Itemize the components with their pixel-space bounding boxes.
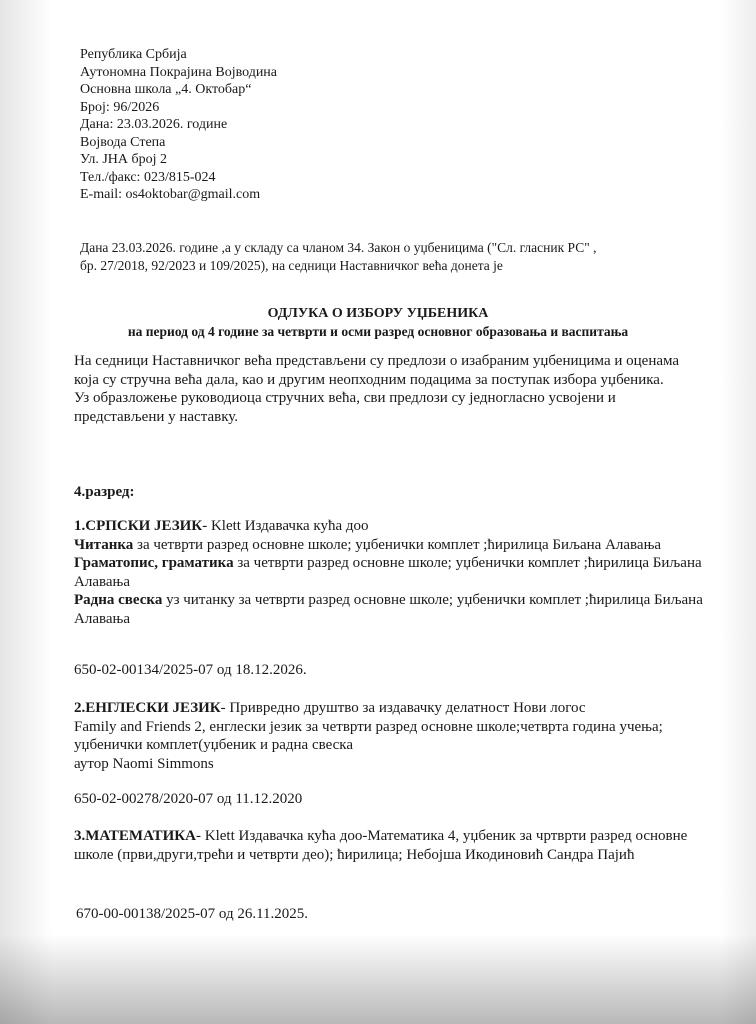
- letterhead-school: Основна школа „4. Октобар“: [80, 82, 252, 97]
- textbook-title: Читанка: [74, 536, 134, 553]
- textbook-item: [74, 554, 714, 591]
- section-publisher: - Klett Издавачка кућа доо: [202, 518, 369, 534]
- document-title: [0, 305, 756, 341]
- letterhead-date: Дана: 23.03.2026. године: [80, 117, 228, 132]
- textbook-description: Family and Friends 2, енглески језик за четврти разред основне школе;четврта година учења; уџбенички комплет(уџбеник и радна свеска: [74, 718, 663, 753]
- letterhead-city: Војвода Степа: [80, 134, 166, 150]
- textbook-item: [74, 536, 714, 555]
- decision-number-english: 650-02-00278/2020-07 од 11.12.2020: [74, 791, 303, 807]
- section-mathematics: [74, 827, 714, 864]
- decision-number-math: 670-00-00138/2025-07 од 26.11.2025.: [76, 906, 309, 922]
- textbook-description: за четврти разред основне школе; уџбенички комплет ;ћирилица Биљана Алавања: [74, 555, 702, 590]
- grade-label: 4.разред:: [74, 484, 135, 500]
- intro-paragraph: [80, 239, 700, 275]
- intro-line-1: Дана 23.03.2026. године ,а у складу са чланом 34. Закон о уџбеницима ("Сл. гласник РС" ,: [80, 240, 597, 255]
- textbook-title: Радна свеска: [74, 592, 163, 608]
- letterhead-number: Број: 96/2026: [80, 99, 160, 115]
- textbook-description: уз читанку за четврти разред основне школе; уџбенички комплет ;ћирилица Биљана Алавања: [74, 592, 703, 627]
- letterhead-country: Република Србија: [80, 47, 187, 62]
- letterhead-email: E-mail: os4oktobar@gmail.com: [80, 187, 261, 202]
- title-main: ОДЛУКА О ИЗБОРУ УЏБЕНИКА: [267, 306, 489, 321]
- decision-number-serbian: 650-02-00134/2025-07 од 18.12.2026.: [74, 662, 307, 678]
- letterhead: [80, 46, 277, 204]
- section-serbian-language: [74, 517, 714, 628]
- section-heading-line: [74, 699, 714, 718]
- section-heading-line: [74, 517, 714, 536]
- textbook-description: за четврти разред основне школе; уџбенички комплет ;ћирилица Биљана Алавања: [133, 536, 662, 553]
- letterhead-phone: Тел./факс: 023/815-024: [80, 169, 216, 185]
- textbook-author: аутор Naomi Simmons: [74, 755, 214, 772]
- intro-line-2: бр. 27/2018, 92/2023 и 109/2025), на седници Наставничког већа донета је: [80, 258, 503, 273]
- section-heading: 2.ЕНГЛЕСКИ ЈЕЗИК: [74, 700, 221, 716]
- section-heading: 3.МАТЕМАТИКА: [74, 828, 196, 844]
- letterhead-street: Ул. ЈНА број 2: [80, 152, 168, 167]
- section-heading: 1.СРПСКИ ЈЕЗИК: [74, 518, 203, 534]
- title-subtitle: на период од 4 године за четврти и осми разред основног образовања и васпитања: [127, 324, 629, 339]
- section-publisher: - Klett Издавачка кућа доо-Математика 4, уџбеник за чртврти разред основне школе (први,други,трећи и четврти део); ћирилица; Небојша Икодиновић Сандра Пајић: [74, 828, 688, 863]
- textbook-item: [74, 591, 714, 628]
- textbook-title: Граматопис, граматика: [74, 555, 234, 571]
- body-paragraph: [74, 352, 694, 426]
- section-english-language: [74, 699, 714, 773]
- body-paragraph-2: Уз образложење руководиоца стручних већа, сви предлози су једногласно усвојени и представљени у наставку.: [74, 390, 616, 425]
- letterhead-province: Аутономна Покрајина Војводина: [80, 64, 278, 80]
- section-heading-line: [74, 827, 714, 864]
- section-publisher: - Привредно друштво за издавачку делатност Нови логос: [220, 700, 586, 716]
- body-paragraph-1: На седници Наставничког већа представљени су предлози о изабраним уџбеницима и оценама која су стручна већа дала, као и другим неопходним подацима за поступак избора уџбеника.: [74, 353, 680, 388]
